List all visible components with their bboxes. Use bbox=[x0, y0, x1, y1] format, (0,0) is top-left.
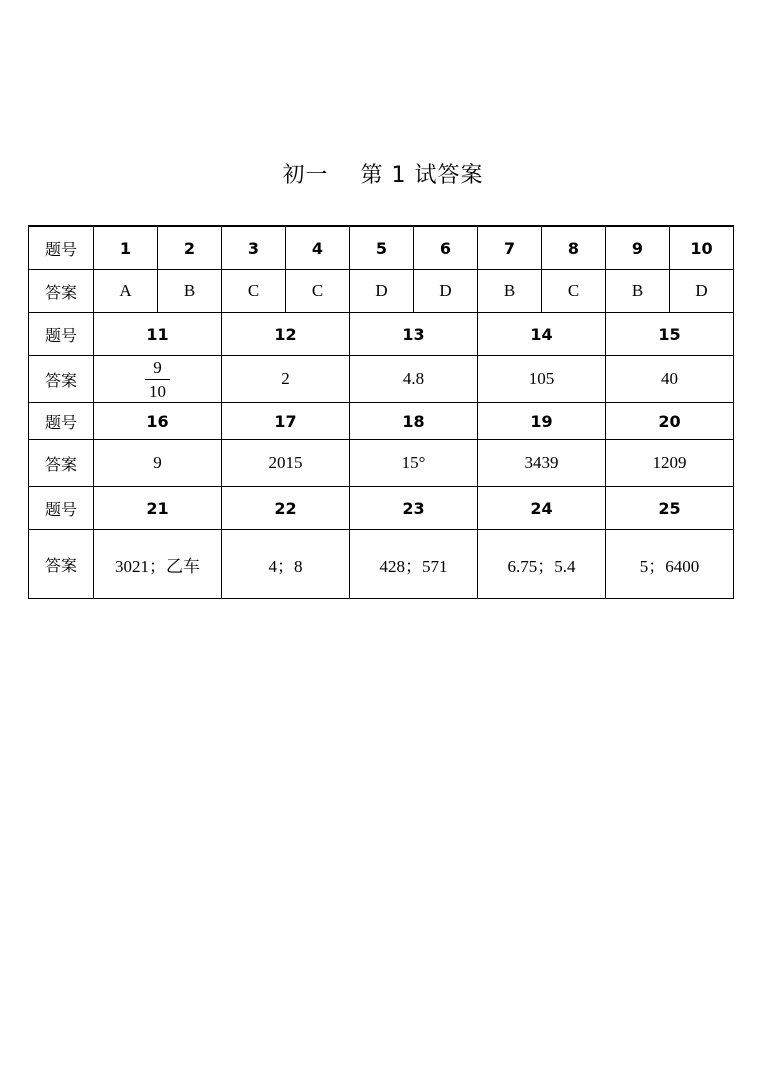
question-row-2 bbox=[29, 313, 734, 356]
question-row-4 bbox=[29, 487, 734, 530]
question-number: 14 bbox=[478, 313, 606, 356]
question-number: 17 bbox=[222, 403, 350, 440]
answer-cell: 3439 bbox=[478, 440, 606, 487]
answer-cell: 15° bbox=[350, 440, 478, 487]
answer-row-3 bbox=[29, 440, 734, 487]
answer-cell: C bbox=[542, 270, 606, 313]
answer-label: 答案 bbox=[29, 270, 94, 313]
fraction-numerator: 9 bbox=[145, 359, 170, 380]
question-number: 6 bbox=[414, 226, 478, 270]
answer-cell: 3021；乙车 bbox=[94, 530, 222, 599]
answer-cell: 2 bbox=[222, 356, 350, 403]
answer-cell: D bbox=[350, 270, 414, 313]
question-number: 22 bbox=[222, 487, 350, 530]
question-number: 19 bbox=[478, 403, 606, 440]
question-label: 题号 bbox=[29, 313, 94, 356]
answer-cell: 5；6400 bbox=[606, 530, 734, 599]
question-number: 5 bbox=[350, 226, 414, 270]
question-label: 题号 bbox=[29, 226, 94, 270]
question-number: 23 bbox=[350, 487, 478, 530]
answer-cell: 6.75；5.4 bbox=[478, 530, 606, 599]
answer-cell: 2015 bbox=[222, 440, 350, 487]
question-row-1 bbox=[29, 226, 734, 270]
question-number: 4 bbox=[286, 226, 350, 270]
question-number: 2 bbox=[158, 226, 222, 270]
answer-cell: D bbox=[414, 270, 478, 313]
fraction-denominator: 10 bbox=[149, 381, 166, 401]
question-number: 9 bbox=[606, 226, 670, 270]
answer-cell: 40 bbox=[606, 356, 734, 403]
answer-label: 答案 bbox=[29, 356, 94, 403]
question-row-3 bbox=[29, 403, 734, 440]
question-number: 25 bbox=[606, 487, 734, 530]
question-number: 20 bbox=[606, 403, 734, 440]
answer-label: 答案 bbox=[29, 530, 94, 599]
question-number: 12 bbox=[222, 313, 350, 356]
answer-cell: 428；571 bbox=[350, 530, 478, 599]
question-number: 10 bbox=[670, 226, 734, 270]
question-number: 18 bbox=[350, 403, 478, 440]
question-number: 13 bbox=[350, 313, 478, 356]
page-title: 初一 第 1 试答案 bbox=[282, 163, 484, 188]
question-number: 1 bbox=[94, 226, 158, 270]
question-number: 7 bbox=[478, 226, 542, 270]
question-number: 16 bbox=[94, 403, 222, 440]
answer-table bbox=[28, 225, 734, 599]
question-label: 题号 bbox=[29, 487, 94, 530]
answer-cell: 4；8 bbox=[222, 530, 350, 599]
answer-cell: D bbox=[670, 270, 734, 313]
answer-row-1 bbox=[29, 270, 734, 313]
answer-cell: 105 bbox=[478, 356, 606, 403]
answer-cell: C bbox=[286, 270, 350, 313]
answer-row-4 bbox=[29, 530, 734, 599]
question-number: 15 bbox=[606, 313, 734, 356]
question-number: 24 bbox=[478, 487, 606, 530]
question-number: 3 bbox=[222, 226, 286, 270]
answer-row-2 bbox=[29, 356, 734, 403]
question-number: 8 bbox=[542, 226, 606, 270]
answer-cell: 9 bbox=[94, 440, 222, 487]
question-number: 21 bbox=[94, 487, 222, 530]
answer-cell: B bbox=[478, 270, 542, 313]
question-number: 11 bbox=[94, 313, 222, 356]
answer-cell: B bbox=[158, 270, 222, 313]
answer-cell: A bbox=[94, 270, 158, 313]
answer-cell: 4.8 bbox=[350, 356, 478, 403]
answer-cell-fraction bbox=[94, 356, 222, 403]
answer-cell: C bbox=[222, 270, 286, 313]
question-label: 题号 bbox=[29, 403, 94, 440]
answer-cell: 1209 bbox=[606, 440, 734, 487]
fraction bbox=[145, 359, 170, 400]
answer-label: 答案 bbox=[29, 440, 94, 487]
answer-cell: B bbox=[606, 270, 670, 313]
